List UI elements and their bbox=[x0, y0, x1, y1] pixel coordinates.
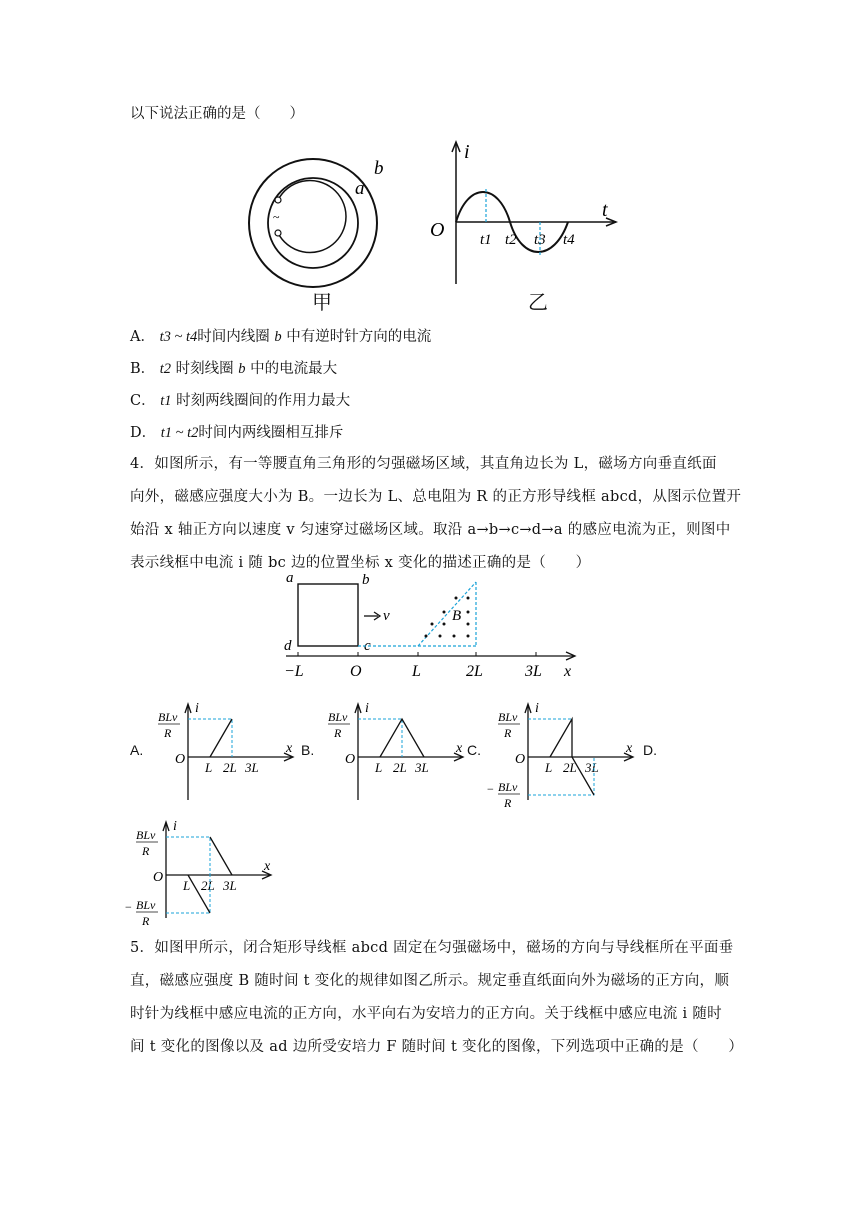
q4-stem-line-1: 4．如图所示，有一等腰直角三角形的匀强磁场区域，其直角边长为 L，磁场方向垂直纸面 bbox=[130, 456, 717, 472]
q4-option-a-label[interactable]: A. bbox=[130, 742, 144, 758]
tick-t2: t2 bbox=[505, 232, 517, 248]
label-R-neg: R bbox=[142, 914, 150, 928]
tick-2L: 2L bbox=[563, 760, 577, 775]
label-origin: O bbox=[153, 870, 164, 885]
q4-figure bbox=[280, 570, 580, 682]
caption-yi: 乙 bbox=[528, 290, 548, 314]
tick-3L: 3L bbox=[525, 663, 542, 680]
label-b: b bbox=[362, 572, 370, 588]
label-d: d bbox=[284, 638, 292, 654]
q4-graph-d[interactable] bbox=[125, 818, 278, 928]
label-BLv: BLv bbox=[498, 710, 518, 724]
tick-3L: 3L bbox=[223, 878, 237, 893]
q3-figure-yi bbox=[420, 138, 620, 288]
label-i: i bbox=[535, 701, 539, 716]
tick-3L: 3L bbox=[245, 760, 259, 775]
q3-option-a[interactable]: A． t3 ~ t4时间内线圈 b 中有逆时针方向的电流 bbox=[130, 329, 432, 345]
label-R: R bbox=[504, 726, 512, 740]
current-curve bbox=[210, 719, 232, 757]
label-i: i bbox=[464, 141, 470, 163]
label-R: R bbox=[142, 844, 150, 858]
q4-stem bbox=[130, 448, 750, 580]
caption-jia: 甲 bbox=[312, 290, 332, 314]
tick-1L: L bbox=[545, 760, 553, 775]
guide-dashed bbox=[188, 719, 232, 757]
tick-t3: t3 bbox=[534, 232, 546, 248]
label-i: i bbox=[195, 701, 199, 716]
coil-b-inner bbox=[268, 178, 358, 268]
guide-dashed bbox=[166, 837, 210, 875]
label-x: x bbox=[264, 859, 271, 874]
q4-graph-a[interactable] bbox=[150, 700, 300, 805]
q4-option-c-label[interactable]: C. bbox=[467, 742, 481, 758]
q3-option-b[interactable]: B． t2 时刻线圈 b 中的电流最大 bbox=[130, 361, 338, 377]
label-x: x bbox=[286, 741, 293, 756]
tick-1L: L bbox=[183, 878, 191, 893]
label-c: c bbox=[364, 638, 371, 654]
label-R: R bbox=[164, 726, 172, 740]
label-R: R bbox=[334, 726, 342, 740]
tick-2L: 2L bbox=[201, 878, 215, 893]
tick-1L: L bbox=[375, 760, 383, 775]
q3-option-d[interactable]: D． t1 ~ t2时间内两线圈相互排斥 bbox=[130, 425, 344, 441]
label-BLv: BLv bbox=[158, 710, 178, 724]
tick-2L: 2L bbox=[223, 760, 237, 775]
tick-O: O bbox=[350, 663, 362, 680]
ac-source-symbol: ~ bbox=[273, 210, 280, 224]
q3-stem: 以下说法正确的是（ ） bbox=[130, 106, 304, 122]
tick-2L: 2L bbox=[393, 760, 407, 775]
label-BLv: BLv bbox=[136, 828, 156, 842]
label-R-neg: R bbox=[504, 796, 512, 810]
q4-option-d-label[interactable]: D. bbox=[643, 742, 657, 758]
label-BLv-neg: BLv bbox=[498, 780, 518, 794]
terminal-bottom bbox=[275, 230, 281, 236]
label-origin: O bbox=[430, 219, 445, 241]
label-origin: O bbox=[345, 752, 356, 767]
label-x: x bbox=[456, 741, 463, 756]
coil-a bbox=[278, 181, 346, 253]
label-x: x bbox=[564, 663, 572, 680]
q5-stem-line-2: 直，磁感应强度 B 随时间 t 变化的规律如图乙所示。规定垂直纸面向外为磁场的正方向，顺 bbox=[130, 973, 730, 989]
tick-L: L bbox=[412, 663, 421, 680]
label-BLv: BLv bbox=[328, 710, 348, 724]
label-origin: O bbox=[515, 752, 526, 767]
q4-stem-line-2: 向外，磁感应强度大小为 B。一边长为 L、总电阻为 R 的正方形导线框 abcd，从图示位置开 bbox=[130, 489, 742, 505]
tick-1L: L bbox=[205, 760, 213, 775]
tick-3L: 3L bbox=[415, 760, 429, 775]
q4-stem-line-3: 始沿 x 轴正方向以速度 v 匀速穿过磁场区域。取沿 a→b→c→d→a 的感应电流为正，则图中 bbox=[130, 522, 731, 538]
current-curve bbox=[210, 837, 232, 875]
label-b: b bbox=[374, 158, 384, 179]
terminal-top bbox=[275, 197, 281, 203]
label-i: i bbox=[173, 819, 177, 834]
label-neg: − bbox=[125, 900, 132, 914]
label-a: a bbox=[355, 178, 365, 199]
guide-dashed bbox=[358, 719, 402, 757]
label-a: a bbox=[286, 570, 294, 586]
label-B: B bbox=[452, 608, 462, 624]
tick-t4: t4 bbox=[563, 232, 575, 248]
q5-stem-line-3: 时针为线框中感应电流的正方向，水平向右为安培力的正方向。关于线框中感应电流 i 随时 bbox=[130, 1006, 722, 1022]
label-t: t bbox=[602, 199, 608, 221]
q4-option-b-label[interactable]: B. bbox=[301, 742, 315, 758]
q4-stem-line-4: 表示线框中电流 i 随 bc 边的位置坐标 x 变化的描述正确的是（ ） bbox=[130, 555, 591, 571]
q3-option-c[interactable]: C． t1 时刻两线圈间的作用力最大 bbox=[130, 393, 351, 409]
label-neg: − bbox=[487, 782, 494, 796]
q4-graph-c[interactable] bbox=[487, 700, 640, 810]
label-BLv-neg: BLv bbox=[136, 898, 156, 912]
tick-3L: 3L bbox=[585, 760, 599, 775]
q5-stem bbox=[130, 932, 750, 1064]
label-i: i bbox=[365, 701, 369, 716]
tick-2L: 2L bbox=[466, 663, 483, 680]
q5-stem-line-1: 5．如图甲所示，闭合矩形导线框 abcd 固定在匀强磁场中，磁场的方向与导线框所在平面垂 bbox=[130, 940, 734, 956]
label-v: v bbox=[383, 608, 390, 624]
square-loop bbox=[298, 584, 358, 646]
label-x: x bbox=[626, 741, 633, 756]
q5-stem-line-4: 间 t 变化的图像以及 ad 边所受安培力 F 随时间 t 变化的图像，下列选项中正确的是（ ） bbox=[130, 1039, 744, 1055]
tick-t1: t1 bbox=[480, 232, 492, 248]
q4-graph-b[interactable] bbox=[320, 700, 470, 805]
label-origin: O bbox=[175, 752, 186, 767]
guide-dashed bbox=[528, 719, 572, 757]
tick-neg-L: −L bbox=[284, 663, 304, 680]
field-dots bbox=[425, 597, 470, 638]
